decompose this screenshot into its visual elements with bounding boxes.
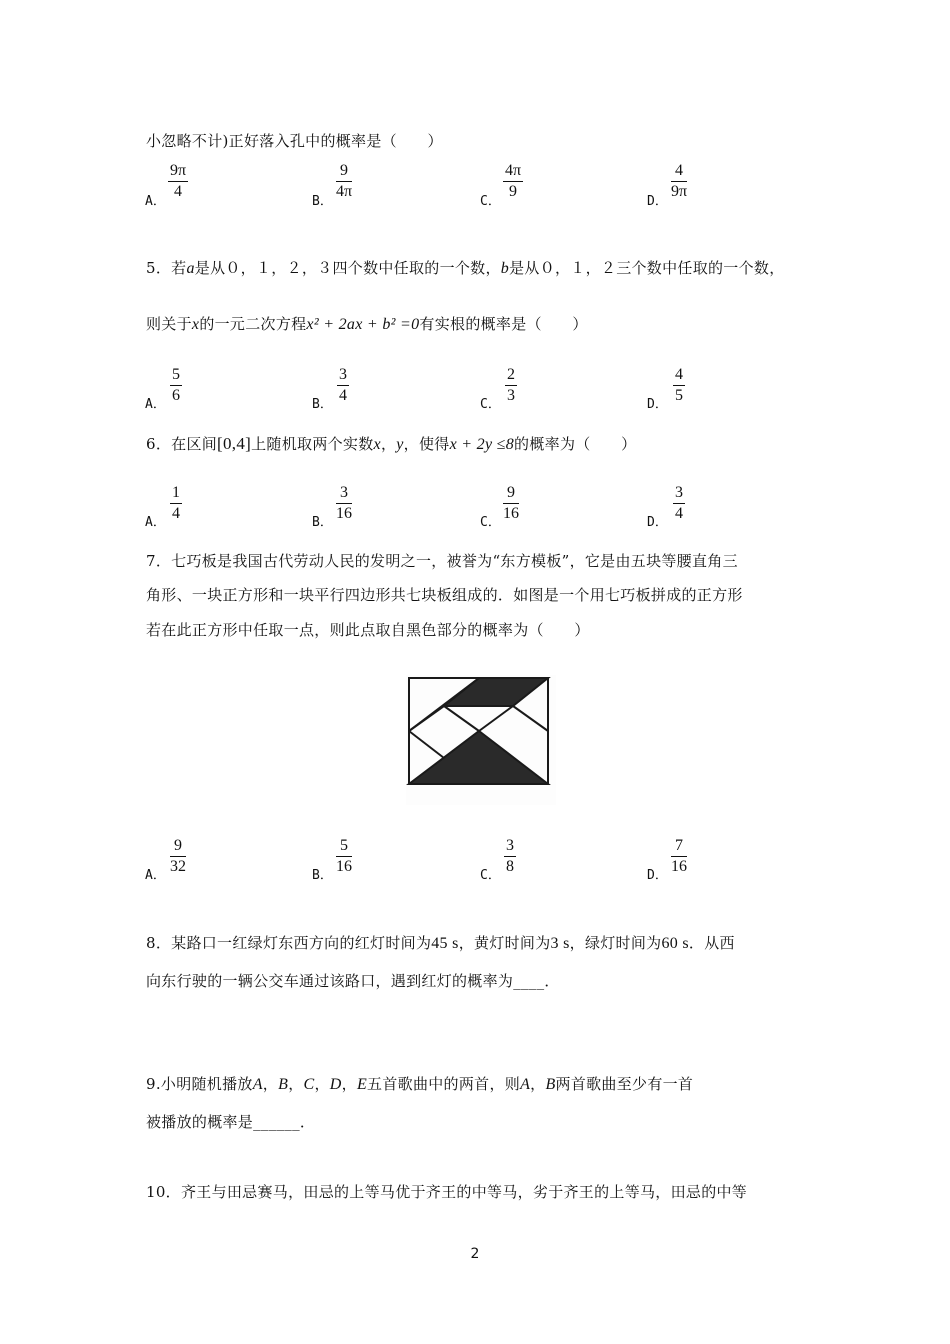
numerator: 5 bbox=[170, 365, 182, 386]
denominator: 9 bbox=[509, 183, 518, 200]
text: ， bbox=[530, 1075, 546, 1093]
q4-option-b-letter: B． bbox=[312, 194, 333, 209]
text: ，绿灯时间为 bbox=[569, 934, 662, 952]
song-a: A bbox=[252, 1076, 263, 1093]
var-x: x bbox=[373, 436, 381, 453]
numerator: 9 bbox=[336, 161, 352, 182]
numerator: 4π bbox=[503, 161, 523, 182]
q4-option-d-fraction bbox=[671, 161, 687, 202]
text: ， bbox=[262, 1075, 279, 1093]
q7-option-c-letter: C． bbox=[480, 868, 501, 883]
q5-option-d-fraction bbox=[673, 365, 685, 406]
text: 5．若 bbox=[146, 259, 187, 277]
numerator: 1 bbox=[170, 483, 182, 504]
q6-option-d-letter: D． bbox=[647, 515, 668, 530]
q7-option-d-letter: D． bbox=[647, 868, 668, 883]
q4-option-c-letter: C． bbox=[480, 194, 501, 209]
q5-option-d-letter: D． bbox=[647, 397, 668, 412]
numerator: 9 bbox=[170, 836, 186, 857]
text: 9.小明随机播放 bbox=[146, 1075, 253, 1093]
inequality: x + 2y ≤8 bbox=[449, 436, 515, 453]
numerator: 9π bbox=[168, 161, 188, 182]
yellow-duration: 3 s bbox=[550, 935, 570, 952]
q5-option-a-fraction bbox=[170, 365, 182, 406]
denominator: 4π bbox=[336, 183, 353, 200]
q4-option-a-fraction bbox=[168, 161, 188, 202]
numerator: 4 bbox=[671, 161, 687, 182]
q9-stem-line1 bbox=[146, 1073, 693, 1094]
q7-option-a-fraction bbox=[170, 836, 186, 877]
denominator: 16 bbox=[336, 858, 352, 875]
text: 有实根的概率是（ ） bbox=[419, 315, 588, 333]
q7-stem-line3: 若在此正方形中任取一点，则此点取自黑色部分的概率为（ ） bbox=[146, 621, 590, 639]
q9-stem-line2: 被播放的概率是______． bbox=[146, 1113, 316, 1131]
var-y: y bbox=[396, 436, 404, 453]
denominator: 3 bbox=[507, 387, 515, 404]
numerator: 4 bbox=[673, 365, 685, 386]
text: ， bbox=[314, 1075, 330, 1093]
var-a: a bbox=[186, 260, 195, 277]
numerator: 3 bbox=[336, 483, 352, 504]
q6-option-c-letter: C． bbox=[480, 515, 501, 530]
q6-option-a-fraction bbox=[170, 483, 182, 524]
red-duration: 45 s bbox=[431, 935, 459, 952]
numerator: 5 bbox=[336, 836, 352, 857]
q4-option-b-fraction bbox=[336, 161, 352, 202]
q7-stem-line1: 7．七巧板是我国古代劳动人民的发明之一，被誉为“东方模板”，它是由五块等腰直角三 bbox=[146, 552, 738, 570]
var-b: b bbox=[500, 260, 510, 277]
q4-option-d-letter: D． bbox=[647, 194, 668, 209]
text: 两首歌曲至少有一首 bbox=[555, 1075, 694, 1093]
denominator: 4 bbox=[339, 387, 347, 404]
song-a: A bbox=[520, 1076, 531, 1093]
text: ．从西 bbox=[688, 934, 735, 952]
denominator: 4 bbox=[675, 505, 683, 522]
q7-option-c-fraction bbox=[504, 836, 516, 877]
q5-option-c-fraction bbox=[505, 365, 517, 406]
song-b: B bbox=[545, 1076, 556, 1093]
q7-stem-line2: 角形、一块正方形和一块平行四边形共七块板组成的．如图是一个用七巧板拼成的正方形 bbox=[146, 586, 743, 604]
denominator: 8 bbox=[506, 858, 514, 875]
denominator: 16 bbox=[336, 505, 352, 522]
q5-option-a-letter: A． bbox=[145, 397, 166, 412]
q5-option-b-fraction bbox=[337, 365, 349, 406]
text: 是从０，１，２，３四个数中任取的一个数， bbox=[194, 259, 501, 277]
numerator: 3 bbox=[504, 836, 516, 857]
numerator: 7 bbox=[671, 836, 687, 857]
green-duration: 60 s bbox=[661, 935, 689, 952]
denominator: 6 bbox=[172, 387, 180, 404]
denominator: 16 bbox=[671, 858, 687, 875]
page-number: 2 bbox=[470, 1246, 480, 1262]
song-b: B bbox=[278, 1076, 289, 1093]
q7-option-b-fraction bbox=[336, 836, 352, 877]
song-c: C bbox=[303, 1076, 315, 1093]
q7-option-d-fraction bbox=[671, 836, 687, 877]
numerator: 2 bbox=[505, 365, 517, 386]
denominator: 4 bbox=[172, 505, 180, 522]
song-d: D bbox=[329, 1076, 342, 1093]
q5-option-c-letter: C． bbox=[480, 397, 501, 412]
numerator: 9 bbox=[503, 483, 519, 504]
q6-option-c-fraction bbox=[503, 483, 519, 524]
q7-option-b-letter: B． bbox=[312, 868, 333, 883]
text: ， bbox=[341, 1075, 357, 1093]
q5-option-b-letter: B． bbox=[312, 397, 333, 412]
q6-option-d-fraction bbox=[673, 483, 685, 524]
denominator: 32 bbox=[170, 858, 186, 875]
var-x: x bbox=[191, 316, 200, 333]
q8-stem-line1 bbox=[146, 932, 735, 953]
q6-option-a-letter: A． bbox=[145, 515, 166, 530]
text: 6．在区间 bbox=[146, 435, 218, 453]
numerator: 3 bbox=[337, 365, 349, 386]
q6-option-b-fraction bbox=[336, 483, 352, 524]
denominator: 5 bbox=[675, 387, 683, 404]
q4-option-c-fraction bbox=[503, 161, 523, 202]
text: 上随机取两个实数 bbox=[251, 435, 374, 453]
denominator: 16 bbox=[503, 505, 519, 522]
text: ，使得 bbox=[403, 435, 450, 453]
song-e: E bbox=[356, 1076, 368, 1093]
numerator: 3 bbox=[673, 483, 685, 504]
q5-stem-line2 bbox=[146, 313, 588, 334]
q8-stem-line2: 向东行驶的一辆公交车通过该路口，遇到红灯的概率为____． bbox=[146, 972, 560, 990]
interval: [0,4] bbox=[217, 434, 252, 453]
q5-stem-line1 bbox=[146, 257, 785, 278]
text: 的概率为（ ） bbox=[514, 435, 637, 453]
text: 则关于 bbox=[146, 315, 192, 333]
text: ， bbox=[288, 1075, 304, 1093]
tangram-figure bbox=[406, 675, 556, 805]
q7-option-a-letter: A． bbox=[145, 868, 166, 883]
q4-option-a-letter: A． bbox=[145, 194, 166, 209]
text: 8．某路口一红绿灯东西方向的红灯时间为 bbox=[146, 934, 432, 952]
q10-stem-line1: 10．齐王与田忌赛马，田忌的上等马优于齐王的中等马，劣于齐王的上等马，田忌的中等 bbox=[146, 1183, 748, 1201]
text: ， bbox=[380, 435, 397, 453]
q6-option-b-letter: B． bbox=[312, 515, 333, 530]
q6-stem bbox=[146, 433, 636, 454]
text: 是从０，１，２三个数中任取的一个数， bbox=[509, 259, 785, 277]
equation: x² + 2ax + b² =0 bbox=[306, 316, 420, 333]
text: 的一元二次方程 bbox=[199, 315, 307, 333]
denominator: 9π bbox=[671, 183, 688, 200]
denominator: 4 bbox=[174, 183, 183, 200]
q4-stem-tail: 小忽略不计)正好落入孔中的概率是（ ） bbox=[146, 132, 443, 150]
text: 五首歌曲中的两首，则 bbox=[367, 1075, 521, 1093]
text: ，黄灯时间为 bbox=[458, 934, 551, 952]
